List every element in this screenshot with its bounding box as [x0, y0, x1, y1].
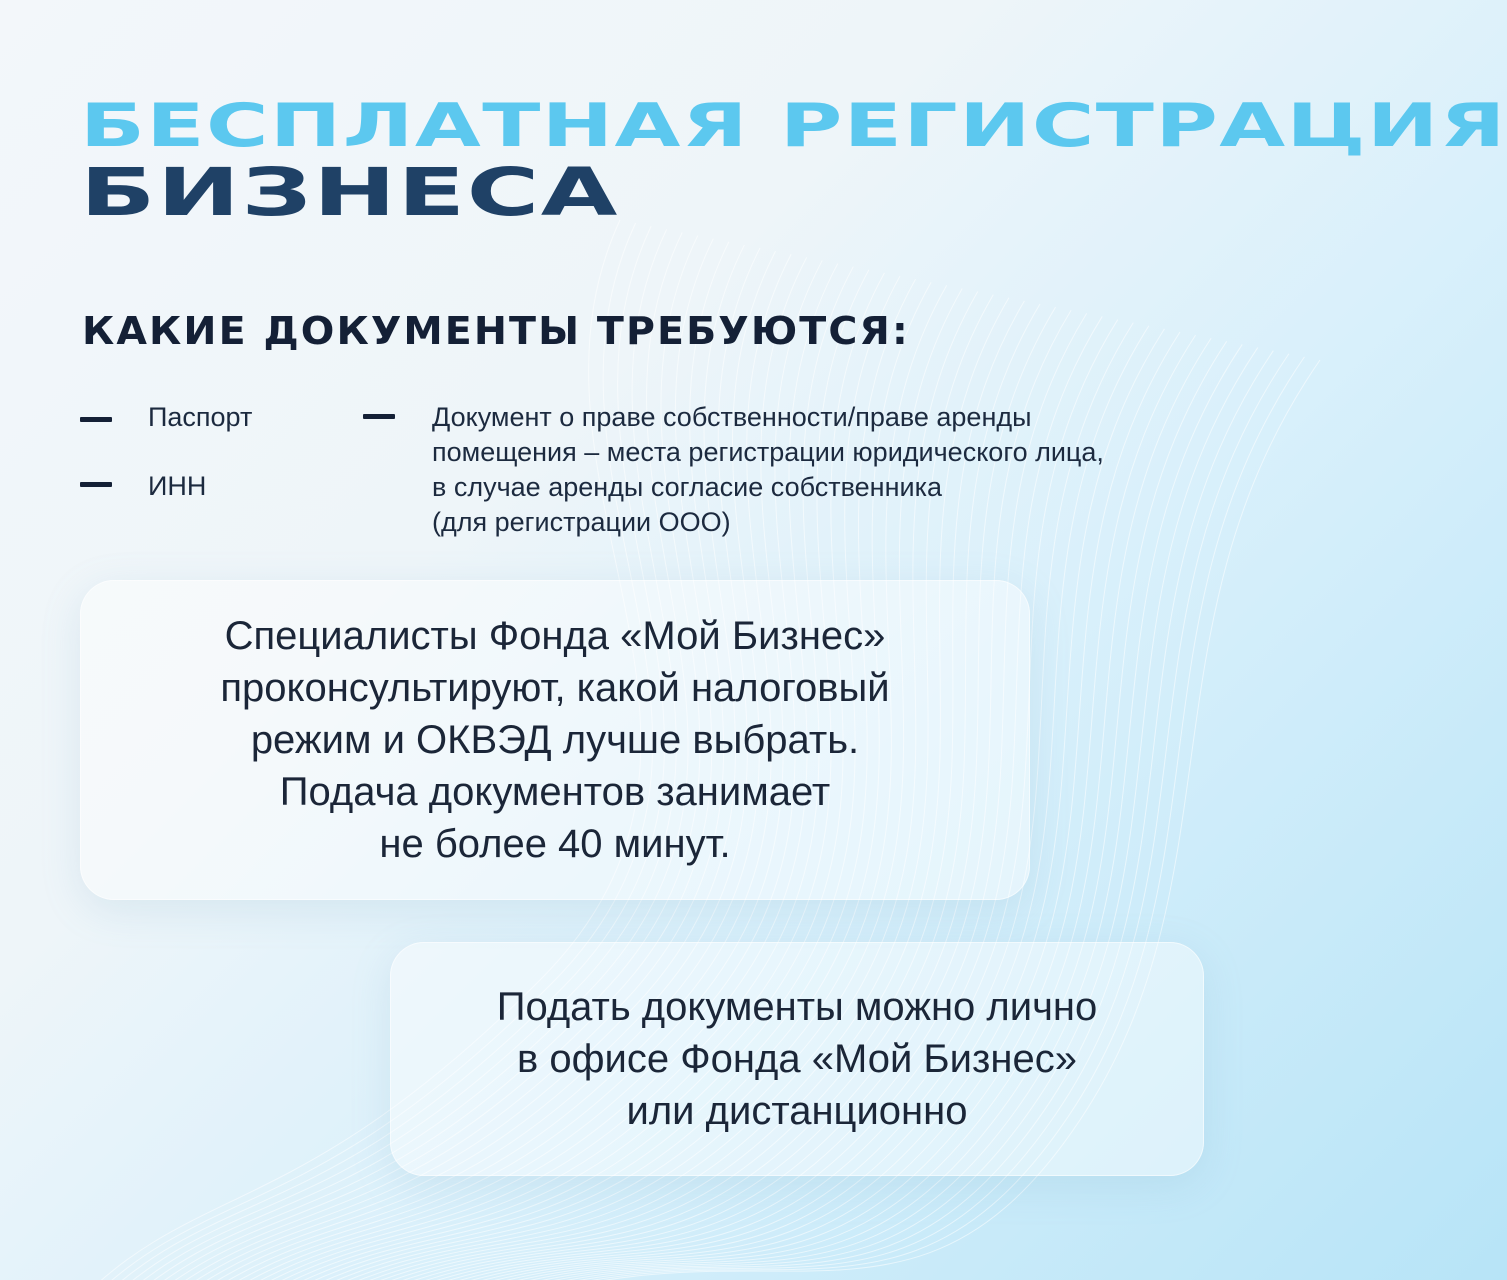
dash-bullet — [80, 482, 112, 487]
submission-text — [497, 981, 1098, 1137]
list-item-label: ИНН — [148, 471, 207, 501]
card-text-line: режим и ОКВЭД лучше выбрать. — [250, 718, 860, 762]
list-item-label: Паспорт — [148, 402, 253, 432]
card-text-line: в офисе Фонда «Мой Бизнес» — [517, 1037, 1077, 1081]
card-text-line: или дистанционно — [626, 1089, 968, 1133]
card-text-line: Специалисты Фонда «Мой Бизнес» — [224, 614, 886, 658]
title-line-1: БЕСПЛАТНАЯ РЕГИСТРАЦИЯ — [80, 91, 1507, 161]
card-text-line: не более 40 минут. — [379, 822, 731, 866]
documents-heading: КАКИЕ ДОКУМЕНТЫ ТРЕБУЮТСЯ: — [82, 309, 910, 353]
submission-card — [390, 942, 1204, 1176]
consultation-text — [220, 610, 889, 870]
dash-bullet — [80, 417, 112, 422]
list-item-line: в случае аренды согласие собственника — [432, 472, 942, 502]
card-text-line: Подать документы можно лично — [496, 985, 1098, 1029]
list-item-line: Документ о праве собственности/праве аренды — [432, 402, 1032, 432]
list-item-line: помещения – места регистрации юридического лица, — [432, 437, 1104, 467]
card-text-line: Подача документов занимает — [279, 770, 831, 814]
list-item-line: (для регистрации ООО) — [432, 507, 731, 537]
card-text-line: проконсультируют, какой налоговый — [220, 666, 890, 710]
dash-bullet — [363, 414, 395, 419]
consultation-card — [80, 580, 1030, 900]
title-line-2: БИЗНЕСА — [80, 154, 619, 231]
